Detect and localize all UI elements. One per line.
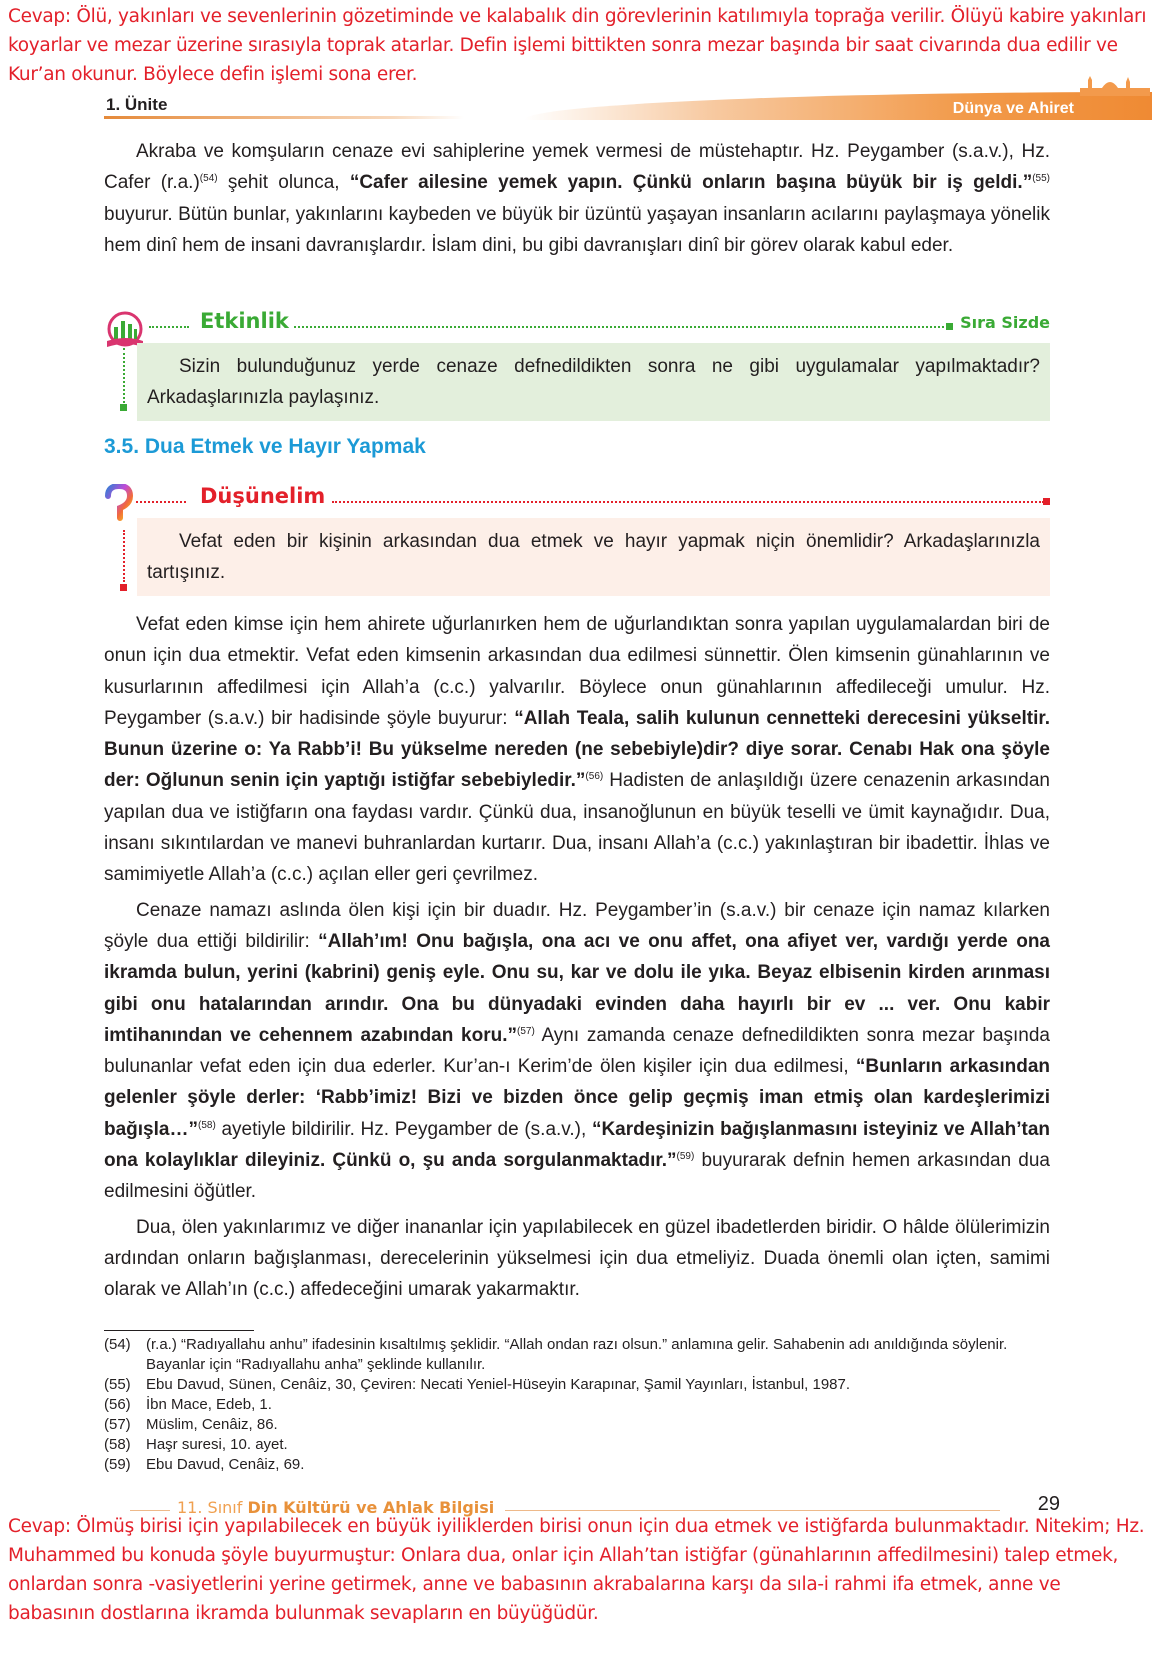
think-text: Vefat eden bir kişinin arkasından dua etmek ve hayır yapmak niçin önemlidir? Arkadaşlarınızla tartışınız. bbox=[147, 531, 1040, 583]
text-segment: buyurarak defnin hemen arkasından dua edilmesini öğütler. bbox=[104, 1150, 1050, 1203]
answer-note-bottom: Cevap: Ölmüş birisi için yapılabilecek en büyük iyiliklerden birisi onun için dua etmek ve istiğfarda bulunmaktadır. Nitekim; Hz. Muhammed bu konuda şöyle buyurmuştur: Onlara dua, onlar için Allah’tan istiğfar (günahlarının affedilmesini) talep etmek, onlardan sonra -vasiyetlerini yerine getirmek, anne ve babasının akrabalarına karşı da sıla-i rahmi ifa etmek, anne ve babasının dostlarına ikramda bulunmak sevapların en büyüğüdür. bbox=[8, 1516, 1145, 1624]
dotted-line bbox=[149, 326, 189, 328]
footer-line bbox=[505, 1510, 1000, 1511]
page-number: 29 bbox=[1037, 1493, 1060, 1515]
activity-text: Sizin bulunduğunuz yerde cenaze defnedildikten sonra ne gibi uygulamalar yapılmaktadır? Arkadaşlarınızla paylaşınız. bbox=[147, 356, 1040, 408]
text-segment: Hadisten de anlaşıldığı üzere cenazenin arkasından yapılan dua ve istiğfarın ona faydası vardır. Çünkü dua, insanoğlunun en büyük teselli ve ümit kaynağıdır. Dua, insanı sıkıntılardan ve manevi buhranlardan kurtarır. Dua, insanı Allah’a (c.c.) yakınlaştıran bir ibadettir. İhlas ve samimiyetle Allah’a (c.c.) açılan eller geri çevrilmez. bbox=[104, 770, 1050, 886]
think-box bbox=[137, 518, 1050, 596]
text-segment: Akraba ve komşuların cenaze evi sahiplerine yemek vermesi de müstehaptır. Hz. Peygamber (s.a.v.), Hz. Cafer (r.a.) bbox=[104, 141, 1050, 194]
footnote-text: Ebu Davud, Cenâiz, 69. bbox=[146, 1456, 305, 1473]
footnote bbox=[104, 1455, 1050, 1475]
footnote bbox=[104, 1335, 1050, 1375]
footer-line bbox=[130, 1510, 170, 1511]
paragraph bbox=[104, 895, 1050, 1208]
quote-text: “Allah Teala, salih kulunun cennetteki derecesini yükseltir. Bunun üzerine o: Ya Rabb’i! Bu yükselme nereden (ne sebebiyle)dir? diye sorar. Cenabı Hak ona şöyle der: Oğlunun senin için yaptığı istiğfar sebebiyledir.” bbox=[104, 707, 1050, 792]
square-marker bbox=[1043, 498, 1050, 505]
footnote-number: (58) bbox=[104, 1436, 131, 1453]
main-text bbox=[104, 609, 1050, 1306]
dotted-line bbox=[136, 501, 186, 503]
footnote-number: (56) bbox=[104, 1396, 131, 1413]
grade-label: 11. Sınıf bbox=[177, 1498, 243, 1517]
intro-text bbox=[104, 136, 1050, 261]
square-marker bbox=[946, 323, 953, 330]
paragraph bbox=[104, 609, 1050, 891]
dotted-line bbox=[123, 348, 125, 403]
footnote-ref: (57) bbox=[517, 1025, 535, 1037]
quote-text: “Cafer ailesine yemek yapın. Çünkü onların başına büyük bir iş geldi.” bbox=[349, 172, 1033, 194]
course-name: Din Kültürü ve Ahlak Bilgisi bbox=[247, 1498, 495, 1517]
text-segment: buyurur. Bütün bunlar, yakınlarını kaybeden ve büyük bir üzüntü yaşayan insanların acılarını paylaşmaya yönelik hem dinî hem de insani davranışlardır. İslam dini, bu gibi davranışları dinî bir görev olarak kabul eder. bbox=[104, 203, 1050, 256]
paragraph bbox=[104, 136, 1050, 261]
footnotes bbox=[104, 1330, 1050, 1475]
activity-title: Etkinlik bbox=[200, 309, 289, 333]
unit-label: 1. Ünite bbox=[106, 95, 168, 114]
square-marker bbox=[120, 584, 127, 591]
footnote-text: Müslim, Cenâiz, 86. bbox=[146, 1416, 278, 1433]
footnote-ref: (56) bbox=[585, 771, 604, 783]
think-title: Düşünelim bbox=[200, 484, 326, 508]
chapter-title: Dünya ve Ahiret bbox=[952, 100, 1074, 117]
activity-header bbox=[104, 309, 1050, 339]
footnote-rule bbox=[104, 1330, 254, 1331]
text-segment: Dua, ölen yakınlarımız ve diğer inananlar için yapılabilecek en güzel ibadetlerden biridir. O hâlde ölülerimizin ardından onların bağışlanması, derecelerinin yükselmesi için dua etmeliyiz. Duada önemli olan içten, samimi olarak ve Allah’ın (c.c.) affedeceğini umarak yakarmaktır. bbox=[104, 1216, 1050, 1301]
paragraph bbox=[104, 1212, 1050, 1306]
text-segment: Cenaze namazı aslında ölen kişi için bir duadır. Hz. Peygamber’in (s.a.v.) bir cenaze için namaz kılarken şöyle dua ettiği bildirilir: bbox=[104, 899, 1050, 952]
footnote bbox=[104, 1435, 1050, 1455]
unit-underline bbox=[104, 116, 464, 119]
footnote-text: Haşr suresi, 10. ayet. bbox=[146, 1436, 288, 1453]
text-segment: Vefat eden kimse için hem ahirete uğurlanırken hem de uğurlandıktan sonra yapılan uygulamalardan biri de onun için dua etmektir. Vefat eden kimsenin arkasından dua edilmesi sünnettir. Ölen kimsenin günahlarının ve kusurlarının affedilmesi için Allah’a (c.c.) yalvarılır. Böylece onun günahlarının affedileceği umulur. Hz. Peygamber (s.a.v.) bir hadisinde şöyle buyurur: bbox=[104, 614, 1050, 729]
activity-box bbox=[137, 343, 1050, 421]
footnote-ref: (54) bbox=[199, 173, 218, 185]
footnote bbox=[104, 1375, 1050, 1395]
dotted-line bbox=[123, 530, 125, 582]
text-segment: şehit olunca, bbox=[217, 172, 350, 194]
question-mark-icon bbox=[104, 484, 134, 528]
quote-text: “Bunların arkasından gelenler şöyle derler: ‘Rabb’imiz! Bizi ve bizden önce gelip geçmiş iman etmiş olan kardeşlerimizi bağışla…” bbox=[104, 1056, 1050, 1140]
activity-tag: Sıra Sizde bbox=[960, 313, 1050, 332]
think-header bbox=[104, 484, 1050, 514]
footnote-text: Ebu Davud, Sünen, Cenâiz, 30, Çeviren: Necati Yeniel-Hüseyin Karapınar, Şamil Yayınları, İstanbul, 1987. bbox=[146, 1376, 851, 1393]
square-marker bbox=[120, 404, 127, 411]
footnote bbox=[104, 1415, 1050, 1435]
footnote bbox=[104, 1395, 1050, 1415]
footnote-ref: (58) bbox=[197, 1119, 216, 1131]
footnote-number: (54) bbox=[104, 1336, 131, 1353]
quote-text: “Allah’ım! Onu bağışla, ona acı ve onu affet, ona afiyet ver, vardığı yerde ona ikramda bulun, yerini (kabrini) geniş eyle. Onu su, kar ve dolu ile yıka. Beyaz elbisenin kirden arınması gibi onu hatalarından arındır. Ona bu dünyadaki evinden daha hayırlı bir ev ... ver. Onu kabir imtihanından ve cehennem azabından koru.” bbox=[104, 930, 1050, 1046]
section-heading: 3.5. Dua Etmek ve Hayır Yapmak bbox=[104, 435, 426, 458]
dotted-line bbox=[294, 326, 944, 328]
mosque-icon bbox=[1080, 74, 1150, 96]
answer-note-top: Cevap: Ölü, yakınları ve sevenlerinin gözetiminde ve kalabalık din görevlerinin katılımıyla toprağa verilir. Ölüyü kabire yakınları koyarlar ve mezar üzerine sırasıyla toprak atarlar. Defin işlemi bittikten sonra mezar başında bir saat civarında dua edilir ve Kur’an okunur. Böylece defin işlemi sona erer. bbox=[8, 6, 1147, 85]
footnote-number: (59) bbox=[104, 1456, 131, 1473]
text-segment: Aynı zamanda cenaze defnedildikten sonra mezar başında bulunanlar vefat eden için dua ederler. Kur’an-ı Kerim’de ölen kişiler için dua edilmesi, bbox=[104, 1024, 1050, 1078]
footnote-ref: (55) bbox=[1032, 173, 1050, 185]
chapter-band bbox=[524, 92, 1152, 120]
page-header bbox=[104, 92, 1074, 126]
footnote-text: İbn Mace, Edeb, 1. bbox=[146, 1396, 272, 1413]
footnote-number: (55) bbox=[104, 1376, 131, 1393]
footnote-text: (r.a.) “Radıyallahu anhu” ifadesinin kısaltılmış şeklidir. “Allah ondan razı olsun.” anlamına gelir. Sahabenin adı anıldığında söylenir. Bayanlar için “Radıyallahu anha” şeklinde kullanılır. bbox=[146, 1336, 1008, 1373]
footnote-ref: (59) bbox=[676, 1151, 695, 1163]
quote-text: “Kardeşinizin bağışlanmasını isteyiniz ve Allah’tan ona kolaylıklar dileyiniz. Çünkü o, şu anda sorgulanmaktadır.” bbox=[104, 1118, 1050, 1172]
text-segment: ayetiyle bildirilir. Hz. Peygamber de (s.a.v.), bbox=[215, 1118, 592, 1140]
dotted-line bbox=[332, 501, 1044, 503]
footnote-number: (57) bbox=[104, 1416, 131, 1433]
